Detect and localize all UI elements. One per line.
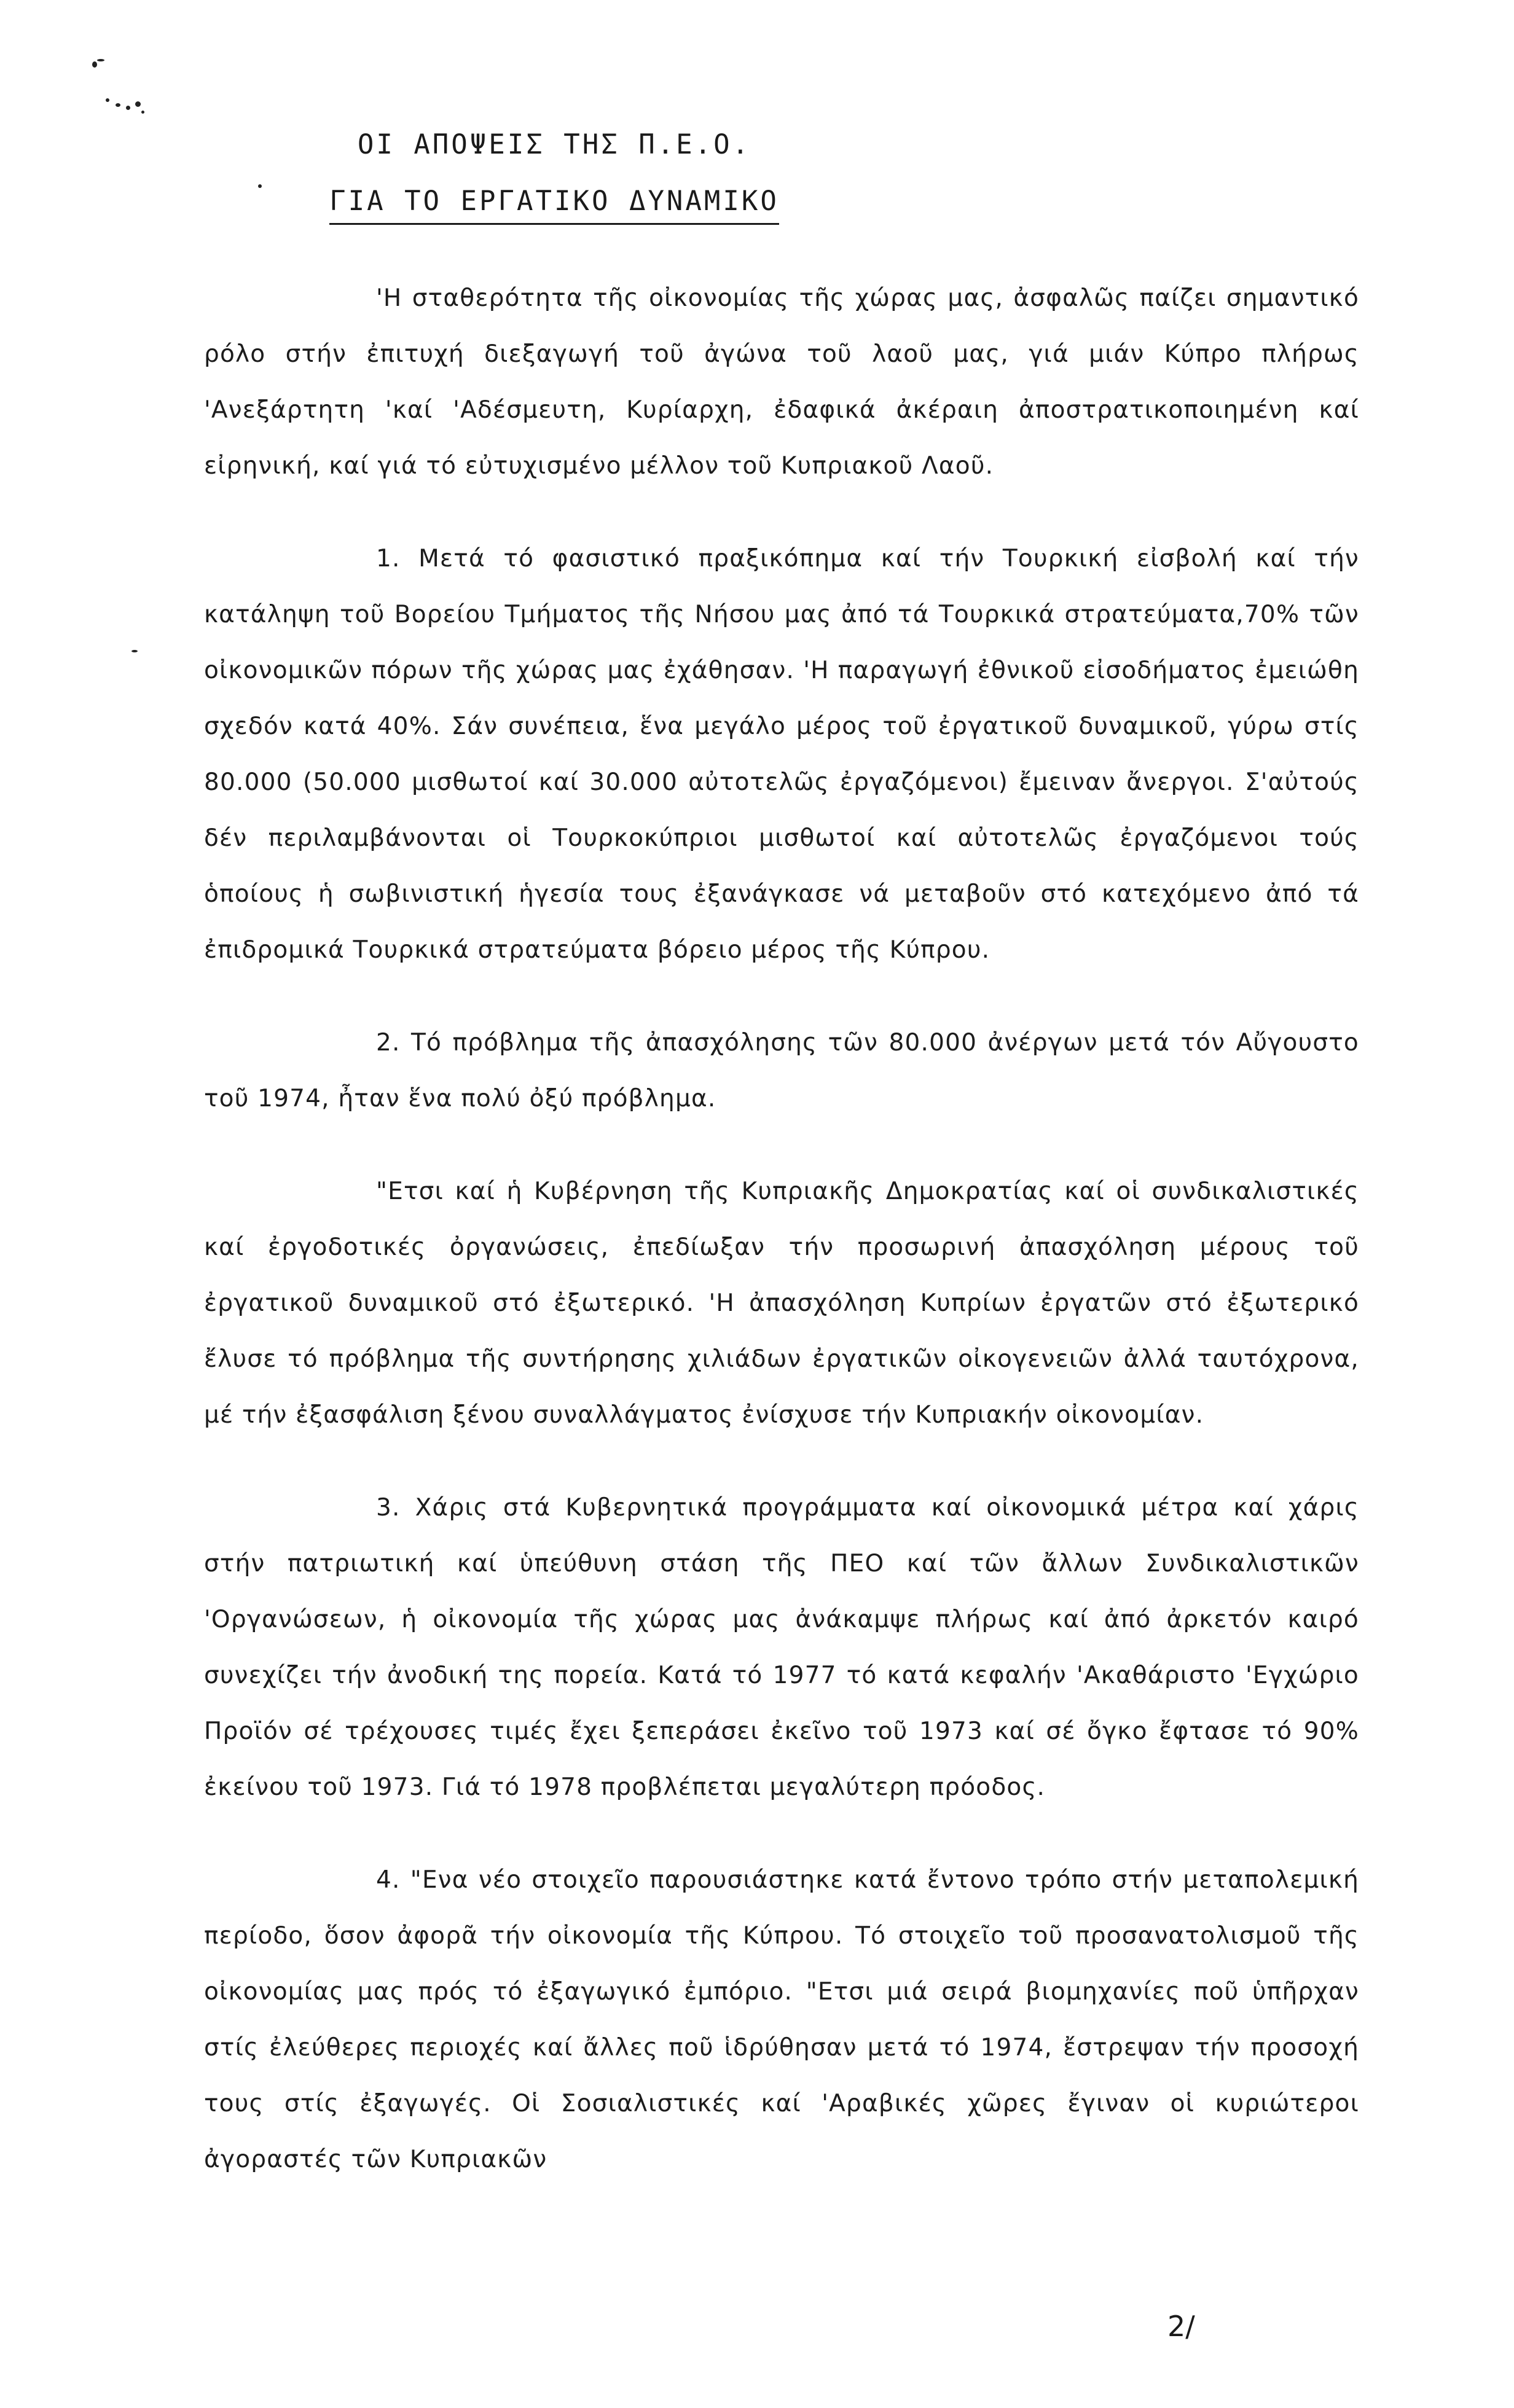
document-subtitle-text: ΓΙΑ ΤΟ ΕΡΓΑΤΙΚΟ ΔΥΝΑΜΙΚΟ <box>329 186 779 225</box>
scan-speck <box>116 103 120 107</box>
scan-speck <box>92 61 97 68</box>
document-subtitle <box>0 186 1311 217</box>
scan-speck <box>141 111 144 114</box>
scan-speck <box>97 59 104 61</box>
scan-speck <box>106 98 109 102</box>
page-number: 2/ <box>1167 2310 1195 2343</box>
document-body <box>204 270 1359 2224</box>
paragraph-2-continued: "Ετσι καί ἡ Κυβέρνηση τῆς Κυπριακῆς Δημοκρατίας καί οἱ συνδικαλιστικές καί ἐργοδοτικές ὀργανώσεις, ἐπεδίωξαν τήν προσωρινή ἀπασχόληση μέρους τοῦ ἐργατικοῦ δυναμικοῦ στό ἐξωτερικό. 'Η ἀπασχόληση Κυπρίων ἐργατῶν στό ἐξωτερικό ἔλυσε τό πρόβλημα τῆς συντήρησης χιλιάδων ἐργατικῶν οἰκογενειῶν ἀλλά ταυτόχρονα, μέ τήν ἐξασφάλιση ξένου συναλλάγματος ἐνίσχυσε τήν Κυπριακήν οἰκονομίαν. <box>204 1178 1359 1429</box>
scan-speck <box>131 650 138 652</box>
document-title: ΟΙ ΑΠΟΨΕΙΣ ΤΗΣ Π.Ε.Ο. <box>357 129 751 160</box>
paragraph-3: 3. Χάρις στά Κυβερνητικά προγράμματα καί οἰκονομικά μέτρα καί χάρις στήν πατριωτική καί ὑπεύθυνη στάση τῆς ΠΕΟ καί τῶν ἄλλων Συνδικαλιστικῶν 'Οργανώσεων, ἡ οἰκονομία τῆς χώρας μας ἀνάκαμψε πλήρως καί ἀπό ἀρκετόν καιρό συνεχίζει τήν ἀνοδική της πορεία. Κατά τό 1977 τό κατά κεφαλήν 'Ακαθάριστο 'Εγχώριο Προϊόν σέ τρέχουσες τιμές ἔχει ξεπεράσει ἐκεῖνο τοῦ 1973 καί σέ ὄγκο ἔφτασε τό 90% ἐκείνου τοῦ 1973. Γιά τό 1978 προβλέπεται μεγαλύτερη πρόοδος. <box>204 1494 1359 1801</box>
scan-speck <box>126 106 130 110</box>
paragraph-1: 1. Μετά τό φασιστικό πραξικόπημα καί τήν Τουρκική εἰσβολή καί τήν κατάληψη τοῦ Βορείου Τμήματος τῆς Νήσου μας ἀπό τά Τουρκικά στρατεύματα,70% τῶν οἰκονομικῶν πόρων τῆς χώρας μας ἐχάθησαν. 'Η παραγωγή ἐθνικοῦ εἰσοδήματος ἐμειώθη σχεδόν κατά 40%. Σάν συνέπεια, ἕνα μεγάλο μέρος τοῦ ἐργατικοῦ δυναμικοῦ, γύρω στίς 80.000 (50.000 μισθωτοί καί 30.000 αὐτοτελῶς ἐργαζόμενοι) ἔμειναν ἄνεργοι. Σ'αὐτούς δέν περιλαμβάνονται οἱ Τουρκοκύπριοι μισθωτοί καί αὐτοτελῶς ἐργαζόμενοι τούς ὁποίους ἡ σωβινιστική ἡγεσία τους ἐξανάγκασε νά μεταβοῦν στό κατεχόμενο ἀπό τά ἐπιδρομικά Τουρκικά στρατεύματα βόρειο μέρος τῆς Κύπρου. <box>204 545 1359 964</box>
paragraph-2: 2. Τό πρόβλημα τῆς ἀπασχόλησης τῶν 80.000 ἀνέργων μετά τόν Αὔγουστο τοῦ 1974, ἦταν ἕνα πολύ ὀξύ πρόβλημα. <box>204 1029 1359 1112</box>
scan-speck <box>135 101 141 107</box>
paragraph-4: 4. "Ενα νέο στοιχεῖο παρουσιάστηκε κατά ἔντονο τρόπο στήν μεταπολεμική περίοδο, ὅσον ἀφορᾶ τήν οἰκονομία τῆς Κύπρου. Τό στοιχεῖο τοῦ προσανατολισμοῦ τῆς οἰκονομίας μας πρός τό ἐξαγωγικό ἐμπόριο. "Ετσι μιά σειρά βιομηχανίες ποῦ ὑπῆρχαν στίς ἐλεύθερες περιοχές καί ἄλλες ποῦ ἱδρύθησαν μετά τό 1974, ἔστρεψαν τήν προσοχή τους στίς ἐξαγωγές. Οἱ Σοσιαλιστικές καί 'Αραβικές χῶρες ἔγιναν οἱ κυριώτεροι ἀγοραστές τῶν Κυπριακῶν <box>204 1866 1359 2173</box>
paragraph-intro: 'Η σταθερότητα τῆς οἰκονομίας τῆς χώρας μας, ἀσφαλῶς παίζει σημαντικό ρόλο στήν ἐπιτυχή διεξαγωγή τοῦ ἀγώνα τοῦ λαοῦ μας, γιά μιάν Κύπρο πλήρως 'Ανεξάρτητη 'καί 'Αδέσμευτη, Κυρίαρχη, ἐδαφικά ἀκέραιη ἀποστρατικοποιημένη καί εἰρηνική, καί γιά τό εὐτυχισμένο μέλλον τοῦ Κυπριακοῦ Λαοῦ. <box>204 284 1359 480</box>
